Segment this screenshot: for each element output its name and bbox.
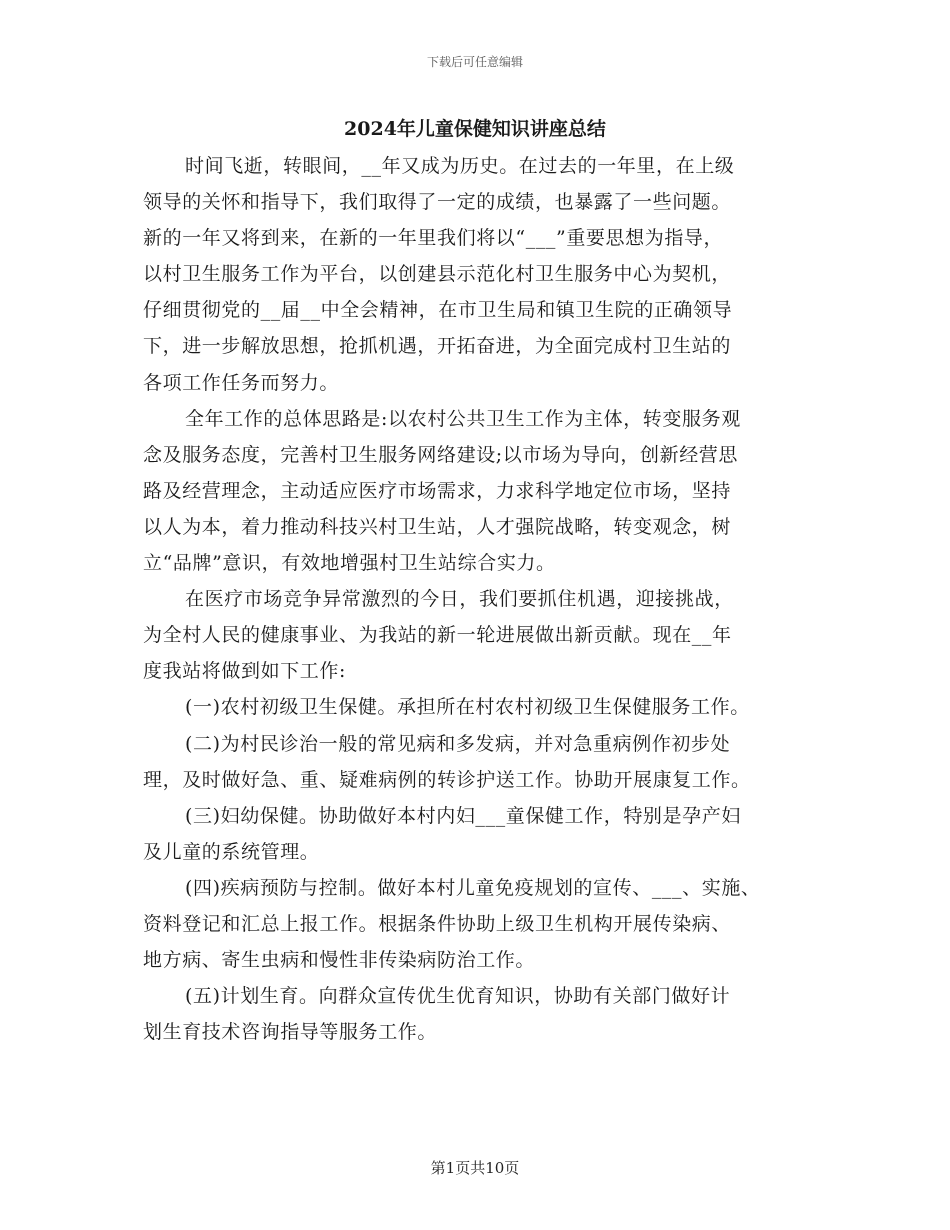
paragraph-line: (二)为村民诊治一般的常见病和多发病，并对急重病例作初步处 [185, 732, 731, 755]
paragraph-line: 新的一年又将到来，在新的一年里我们将以“___”重要思想为指导， [143, 227, 724, 250]
paragraph-line: 立“品牌”意识，有效地增强村卫生站综合实力。 [143, 552, 556, 575]
page-number: 第1页共10页 [430, 1159, 520, 1177]
paragraph-line: 地方病、寄生虫病和慢性非传染病防治工作。 [143, 949, 536, 972]
paragraph-line: 各项工作任务而努力。 [143, 371, 340, 394]
paragraph-line: 以村卫生服务工作为平台，以创建县示范化村卫生服务中心为契机， [143, 263, 732, 286]
paragraph-line: 时间飞逝，转眼间，__年又成为历史。在过去的一年里，在上级 [185, 155, 735, 177]
page-header-note: 下载后可任意编辑 [426, 55, 523, 69]
paragraph-line: 下，进一步解放思想，抢抓机遇，开拓奋进，为全面完成村卫生站的 [143, 335, 732, 358]
paragraph-line: 领导的关怀和指导下，我们取得了一定的成绩，也暴露了一些问题。 [143, 191, 732, 214]
paragraph-line: 划生育技术咨询指导等服务工作。 [143, 1021, 438, 1044]
paragraph-line: 在医疗市场竞争异常激烈的今日，我们要抓住机遇，迎接挑战， [185, 588, 734, 611]
paragraph-line: (一)农村初级卫生保健。承担所在村农村初级卫生保健服务工作。 [185, 696, 750, 719]
paragraph-line: 度我站将做到如下工作: [143, 660, 347, 683]
document-body [143, 148, 833, 1050]
paragraph-line: 仔细贯彻党的__届__中全会精神，在市卫生局和镇卫生院的正确领导 [143, 299, 733, 322]
paragraph-line: 为全村人民的健康事业、为我站的新一轮进展做出新贡献。现在__年 [143, 624, 732, 647]
document-title: 2024年儿童保健知识讲座总结 [344, 118, 606, 140]
paragraph-line: 以人为本，着力推动科技兴村卫生站，人才强院战略，转变观念，树 [143, 515, 732, 538]
paragraph-line: 资料登记和汇总上报工作。根据条件协助上级卫生机构开展传染病、 [143, 912, 732, 935]
paragraph-line: 念及服务态度，完善村卫生服务网络建设;以市场为导向，创新经营思 [143, 443, 739, 466]
paragraph-line: 路及经营理念，主动适应医疗市场需求，力求科学地定位市场，坚持 [143, 479, 732, 502]
paragraph-line: (三)妇幼保健。协助做好本村内妇___童保健工作，特别是孕产妇 [185, 804, 741, 827]
paragraph-line: 及儿童的系统管理。 [143, 840, 320, 863]
paragraph-line: (五)计划生育。向群众宣传优生优育知识，协助有关部门做好计 [185, 985, 731, 1008]
paragraph-line: (四)疾病预防与控制。做好本村儿童免疫规划的宣传、___、实施、 [185, 876, 761, 899]
paragraph-line: 理，及时做好急、重、疑难病例的转诊护送工作。协助开展康复工作。 [143, 768, 751, 791]
paragraph-line: 全年工作的总体思路是:以农村公共卫生工作为主体，转变服务观 [185, 407, 741, 430]
